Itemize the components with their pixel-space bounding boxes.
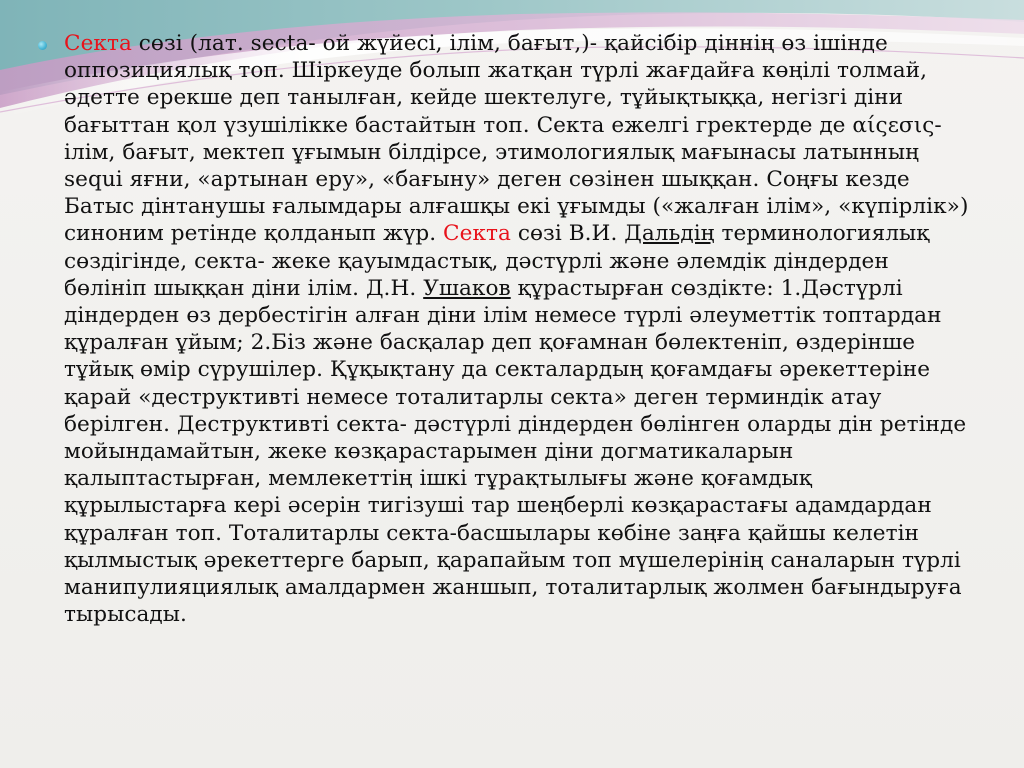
author-name-link: Дальдің <box>624 221 715 247</box>
term-highlight: Секта <box>64 31 132 56</box>
body-paragraph <box>64 30 976 628</box>
bullet-list-item <box>36 30 976 628</box>
author-name-link: Ушаков <box>423 275 511 301</box>
bullet-icon <box>38 41 47 50</box>
text-segment: құрастырған сөздікте: 1.Дәстүрлі діндерден өз дербестігін алған діни ілім немесе түрлі әлеуметтік топтардан құралған ұйым; 2.Біз және басқалар деп қоғамнан бөлектеніп, өздерінше тұйық өмір сүрушілер. Құқықтану да секталардың қоғамдағы әрекеттеріне қарай «деструктивті немесе тоталитарлы секта» деген терминдік атау берілген. Деструктивті секта- дәстүрлі діндерден бөлінген оларды дін ретінде мойындамайтын, жеке көзқарастарымен діни догматикаларын қалыптастырған, мемлекеттің ішкі тұрақтылығы және қоғамдық құрылыстарға кері әсерін тигізуші тар шеңберлі көзқарастағы адамдардан құралған топ. Тоталитарлы секта-басшылары көбіне заңға қайшы келетін қылмыстық әрекеттерге барып, қарапайым топ мүшелерінің саналарын түрлі манипулияциялық амалдармен жаншып, тоталитарлық жолмен бағындыруға тырысады. <box>64 275 967 628</box>
text-segment: сөзі (лат. secta- ой жүйесі, ілім, бағыт,)- қайсібір діннің өз ішінде оппозициялық топ. Шіркеуде болып жатқан түрлі жағдайға көңілі толмай, әдетте ерекше деп танылған, кейде шектелуге, тұйықтыққа, негізгі діни бағыттан қол үзушілікке бастайтын топ. Секта ежелгі гректерде де αίςεσις- ілім, бағыт, мектеп ұғымын білдірсе, этимологиялық мағынасы латынның sequi яғни, «артынан еру», «бағыну» деген сөзінен шыққан. Соңғы кезде Батыс дінтанушы ғалымдары алғашқы екі ұғымды («жалған ілім», «күпірлік») синоним ретінде қолданып жүр. <box>64 31 969 247</box>
slide-content <box>36 30 976 628</box>
text-segment: терминологиялық сөздігінде, секта- жеке қауымдастық, дәстүрлі және әлемдік діндерден бөлініп шыққан діни ілім. Д.Н. <box>64 221 930 301</box>
term-highlight: Секта <box>443 221 511 247</box>
text-segment: сөзі В.И. <box>510 221 625 247</box>
